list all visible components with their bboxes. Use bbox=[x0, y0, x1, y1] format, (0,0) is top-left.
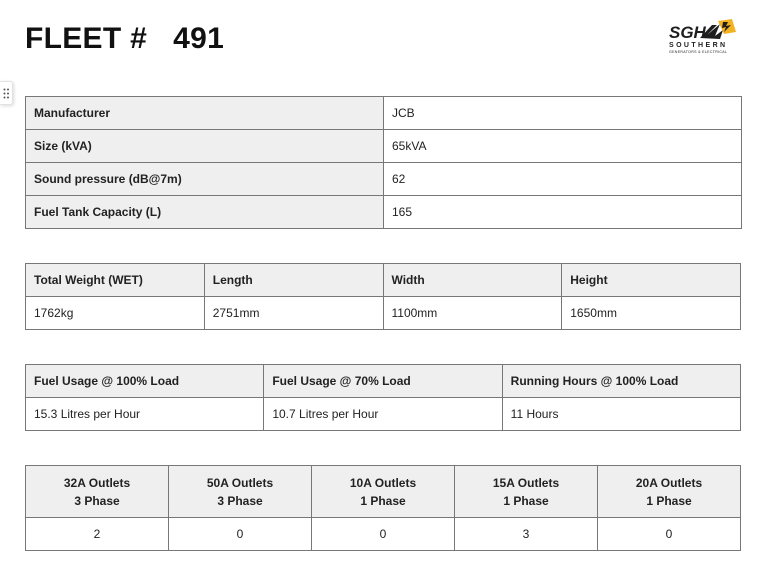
column-header bbox=[26, 466, 169, 518]
fuel-usage-table bbox=[25, 364, 741, 431]
table-row bbox=[26, 297, 741, 330]
table-cell: 2 bbox=[26, 518, 169, 551]
outlet-name: 32A Outlets bbox=[63, 475, 131, 490]
title-label: FLEET # bbox=[25, 22, 148, 55]
svg-text:SOUTHERN: SOUTHERN bbox=[669, 42, 728, 49]
column-header bbox=[598, 466, 741, 518]
column-header bbox=[455, 466, 598, 518]
table-row bbox=[26, 196, 742, 229]
fleet-number: 491 bbox=[173, 22, 225, 55]
svg-text:GENERATORS & ELECTRICAL: GENERATORS & ELECTRICAL bbox=[669, 50, 728, 54]
table-cell: 2751mm bbox=[204, 297, 383, 330]
column-header: Running Hours @ 100% Load bbox=[502, 365, 740, 398]
table-header-row bbox=[26, 466, 741, 518]
table-cell: 0 bbox=[312, 518, 455, 551]
svg-text:SGH: SGH bbox=[669, 23, 706, 42]
table-row bbox=[26, 130, 742, 163]
table-header-row bbox=[26, 264, 741, 297]
table-cell: 3 bbox=[455, 518, 598, 551]
spec-label: Fuel Tank Capacity (L) bbox=[26, 196, 384, 229]
outlet-phase: 1 Phase bbox=[646, 493, 692, 508]
table-cell: 0 bbox=[598, 518, 741, 551]
column-header: Fuel Usage @ 100% Load bbox=[26, 365, 264, 398]
table-row bbox=[26, 163, 742, 196]
spec-value: 62 bbox=[384, 163, 742, 196]
outlet-name: 10A Outlets bbox=[349, 475, 417, 490]
dimensions-table bbox=[25, 263, 741, 330]
spec-label: Size (kVA) bbox=[26, 130, 384, 163]
grip-dots-icon bbox=[3, 88, 10, 99]
outlet-name: 15A Outlets bbox=[492, 475, 560, 490]
table-row bbox=[26, 518, 741, 551]
table-row bbox=[26, 398, 741, 431]
column-header bbox=[169, 466, 312, 518]
outlet-name: 50A Outlets bbox=[206, 475, 274, 490]
table-row bbox=[26, 97, 742, 130]
spec-label: Sound pressure (dB@7m) bbox=[26, 163, 384, 196]
column-header: Height bbox=[562, 264, 741, 297]
table-cell: 11 Hours bbox=[502, 398, 740, 431]
spec-value: 165 bbox=[384, 196, 742, 229]
table-cell: 1100mm bbox=[383, 297, 562, 330]
specs-table bbox=[25, 96, 742, 229]
outlet-phase: 1 Phase bbox=[503, 493, 549, 508]
outlet-phase: 3 Phase bbox=[74, 493, 120, 508]
outlet-name: 20A Outlets bbox=[635, 475, 703, 490]
outlet-phase: 1 Phase bbox=[360, 493, 406, 508]
column-header: Fuel Usage @ 70% Load bbox=[264, 365, 502, 398]
outlets-table bbox=[25, 465, 741, 551]
column-header: Width bbox=[383, 264, 562, 297]
table-cell: 0 bbox=[169, 518, 312, 551]
table-cell: 1762kg bbox=[26, 297, 205, 330]
table-cell: 1650mm bbox=[562, 297, 741, 330]
outlet-phase: 3 Phase bbox=[217, 493, 263, 508]
column-header: Total Weight (WET) bbox=[26, 264, 205, 297]
spec-label: Manufacturer bbox=[26, 97, 384, 130]
table-header-row bbox=[26, 365, 741, 398]
column-header: Length bbox=[204, 264, 383, 297]
drag-handle[interactable] bbox=[0, 81, 13, 105]
table-cell: 15.3 Litres per Hour bbox=[26, 398, 264, 431]
spec-value: 65kVA bbox=[384, 130, 742, 163]
page-title bbox=[25, 22, 224, 56]
table-cell: 10.7 Litres per Hour bbox=[264, 398, 502, 431]
column-header bbox=[312, 466, 455, 518]
spec-value: JCB bbox=[384, 97, 742, 130]
company-logo bbox=[668, 16, 742, 56]
